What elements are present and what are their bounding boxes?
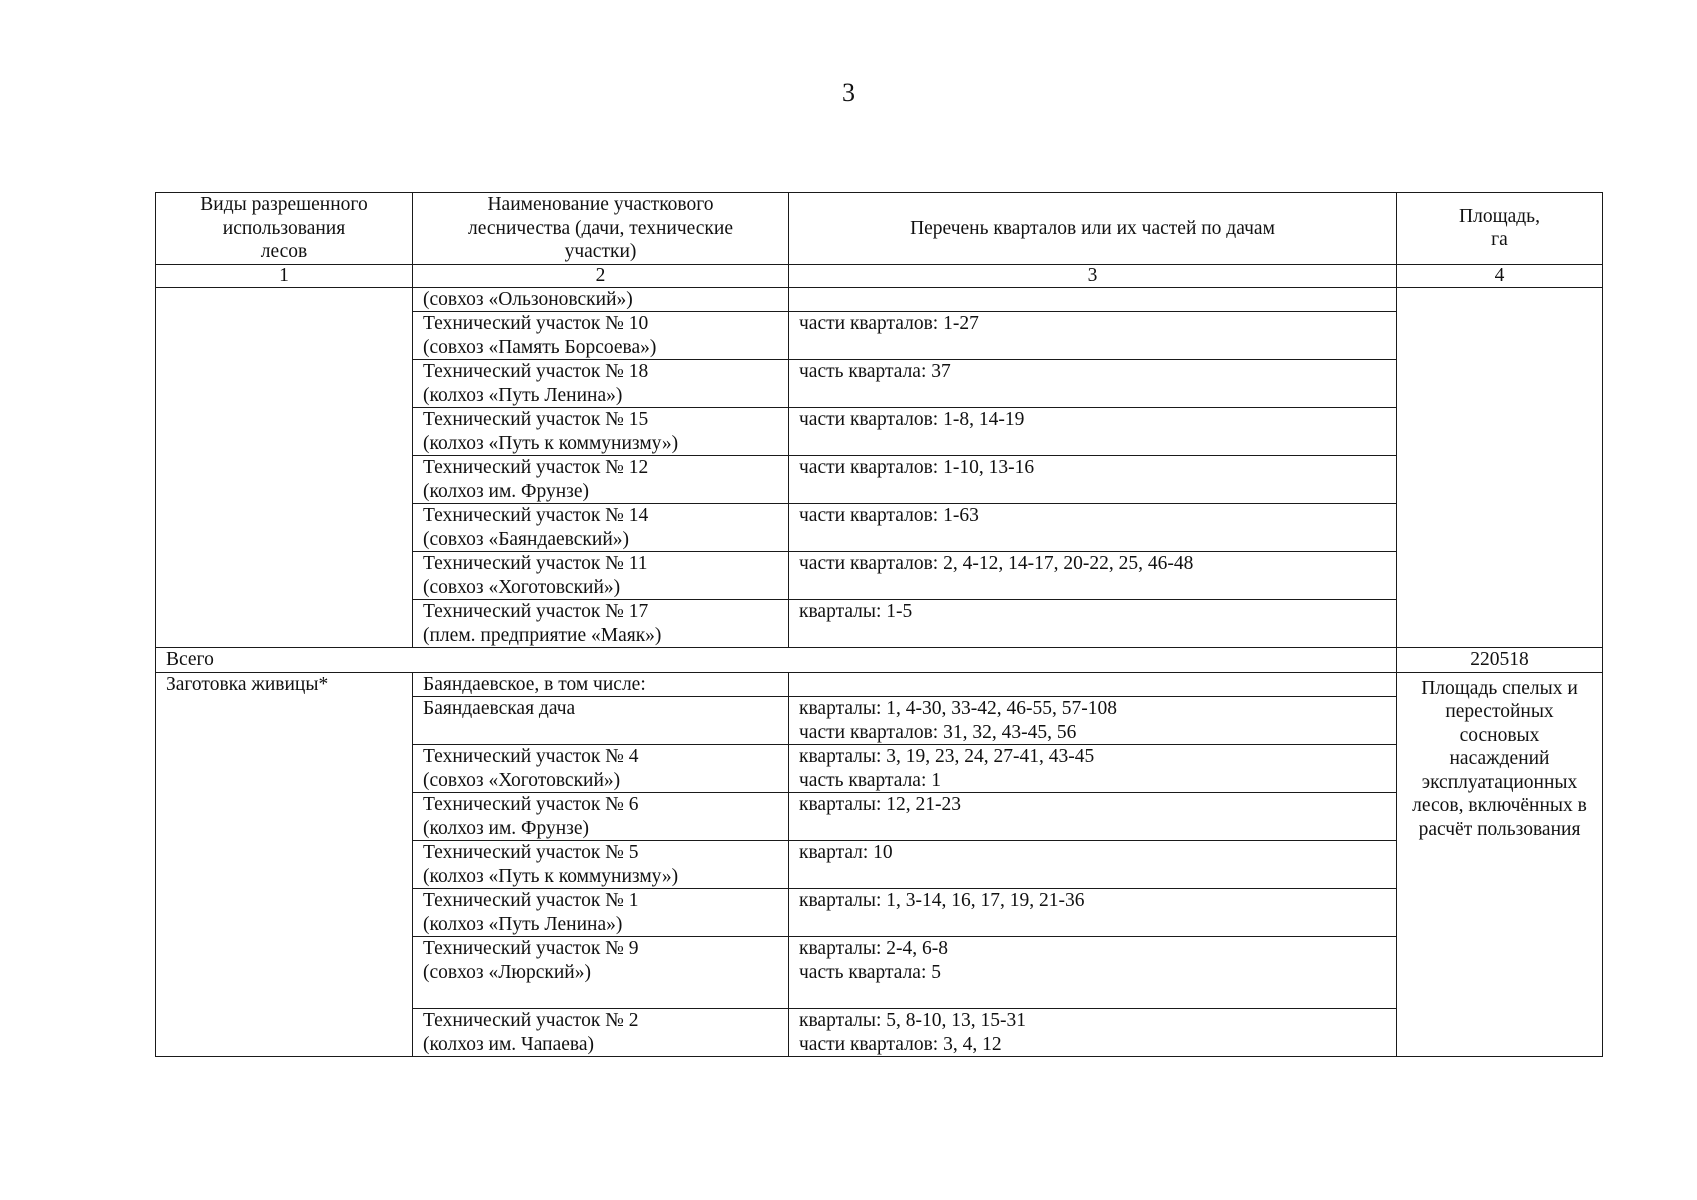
header-use-type: Виды разрешенного использования лесов bbox=[156, 193, 413, 265]
forestry-name-cell: Технический участок № 18 (колхоз «Путь Ленина») bbox=[413, 360, 789, 408]
column-number: 2 bbox=[413, 264, 789, 287]
quarters-cell bbox=[789, 672, 1397, 697]
area-note-cell: Площадь спелых и перестойных сосновых насаждений эксплуатационных лесов, включённых в расчёт пользования bbox=[1397, 672, 1603, 1057]
column-number: 1 bbox=[156, 264, 413, 287]
forestry-name-cell: Технический участок № 9 (совхоз «Люрский») bbox=[413, 937, 789, 1009]
quarters-cell: части кварталов: 2, 4-12, 14-17, 20-22, 25, 46-48 bbox=[789, 552, 1397, 600]
table-row bbox=[156, 672, 1603, 697]
total-row bbox=[156, 648, 1603, 673]
forestry-name-cell: Технический участок № 10 (совхоз «Память Борсоева») bbox=[413, 312, 789, 360]
column-number: 3 bbox=[789, 264, 1397, 287]
quarters-cell: части кварталов: 1-10, 13-16 bbox=[789, 456, 1397, 504]
forestry-name-cell: Баяндаевское, в том числе: bbox=[413, 672, 789, 697]
use-type-cell: Заготовка живицы* bbox=[156, 672, 413, 1057]
table-header-row bbox=[156, 193, 1603, 265]
quarters-cell: кварталы: 1, 4-30, 33-42, 46-55, 57-108 части кварталов: 31, 32, 43-45, 56 bbox=[789, 697, 1397, 745]
header-quarters-list: Перечень кварталов или их частей по дачам bbox=[789, 193, 1397, 265]
forestry-name-cell: Технический участок № 2 (колхоз им. Чапаева) bbox=[413, 1009, 789, 1057]
forestry-name-cell: Технический участок № 15 (колхоз «Путь к коммунизму») bbox=[413, 408, 789, 456]
forestry-name-cell: (совхоз «Ользоновский») bbox=[413, 287, 789, 312]
forestry-name-cell: Технический участок № 6 (колхоз им. Фрунзе) bbox=[413, 793, 789, 841]
column-number-row bbox=[156, 264, 1603, 287]
forestry-name-cell: Технический участок № 14 (совхоз «Баяндаевский») bbox=[413, 504, 789, 552]
quarters-cell bbox=[789, 287, 1397, 312]
forest-use-table bbox=[155, 192, 1603, 1057]
area-cell-empty bbox=[1397, 287, 1603, 648]
use-type-cell-empty bbox=[156, 287, 413, 648]
quarters-cell: кварталы: 1-5 bbox=[789, 600, 1397, 648]
header-area: Площадь, га bbox=[1397, 193, 1603, 265]
total-label: Всего bbox=[156, 648, 1397, 673]
forestry-name-cell: Баяндаевская дача bbox=[413, 697, 789, 745]
page-number: 3 bbox=[842, 78, 855, 107]
column-number: 4 bbox=[1397, 264, 1603, 287]
quarters-cell: части кварталов: 1-63 bbox=[789, 504, 1397, 552]
table-row bbox=[156, 287, 1603, 312]
header-forestry-name: Наименование участкового лесничества (дачи, технические участки) bbox=[413, 193, 789, 265]
forestry-name-cell: Технический участок № 4 (совхоз «Хоготовский») bbox=[413, 745, 789, 793]
quarters-cell: часть квартала: 37 bbox=[789, 360, 1397, 408]
quarters-cell: кварталы: 3, 19, 23, 24, 27-41, 43-45 часть квартала: 1 bbox=[789, 745, 1397, 793]
quarters-cell: кварталы: 12, 21-23 bbox=[789, 793, 1397, 841]
forestry-name-cell: Технический участок № 1 (колхоз «Путь Ленина») bbox=[413, 889, 789, 937]
quarters-cell: части кварталов: 1-27 bbox=[789, 312, 1397, 360]
quarters-cell: кварталы: 2-4, 6-8 часть квартала: 5 bbox=[789, 937, 1397, 1009]
quarters-cell: кварталы: 1, 3-14, 16, 17, 19, 21-36 bbox=[789, 889, 1397, 937]
forestry-name-cell: Технический участок № 12 (колхоз им. Фрунзе) bbox=[413, 456, 789, 504]
quarters-cell: кварталы: 5, 8-10, 13, 15-31 части кварталов: 3, 4, 12 bbox=[789, 1009, 1397, 1057]
forestry-name-cell: Технический участок № 11 (совхоз «Хоготовский») bbox=[413, 552, 789, 600]
quarters-cell: квартал: 10 bbox=[789, 841, 1397, 889]
total-value: 220518 bbox=[1397, 648, 1603, 673]
forestry-name-cell: Технический участок № 5 (колхоз «Путь к коммунизму») bbox=[413, 841, 789, 889]
quarters-cell: части кварталов: 1-8, 14-19 bbox=[789, 408, 1397, 456]
forestry-name-cell: Технический участок № 17 (плем. предприятие «Маяк») bbox=[413, 600, 789, 648]
